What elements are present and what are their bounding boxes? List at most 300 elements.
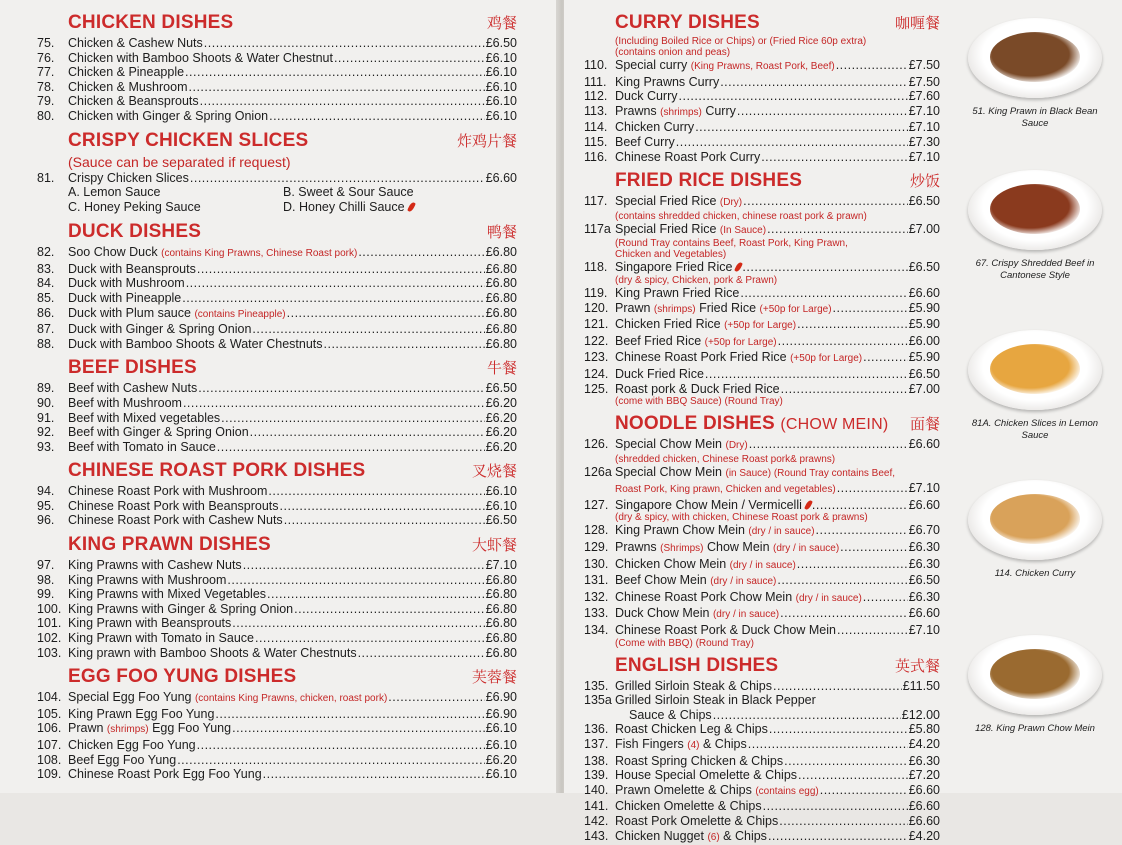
item-number: 82. bbox=[37, 245, 55, 260]
item-number: 141. bbox=[584, 799, 609, 814]
item-name bbox=[68, 573, 226, 588]
item-number: 139. bbox=[584, 768, 609, 783]
sauce-option bbox=[283, 200, 483, 215]
section-chinese-title: 英式餐 bbox=[894, 656, 940, 675]
item-name-text: Beef with Mushroom bbox=[68, 395, 182, 410]
item-number: 103. bbox=[37, 645, 62, 660]
item-name-text: King Prawn Fried Rice bbox=[615, 285, 740, 300]
item-name bbox=[68, 36, 203, 51]
item-remark: (+50p for Large) bbox=[790, 353, 863, 365]
plate-image bbox=[968, 480, 1102, 560]
item-name bbox=[615, 350, 862, 367]
menu-item bbox=[584, 737, 940, 754]
item-name bbox=[615, 590, 862, 607]
item-remark: (dry / in sauce) bbox=[729, 559, 796, 571]
item-name-text: Chicken & Mushroom bbox=[68, 79, 188, 94]
menu-item bbox=[37, 513, 517, 528]
menu-item bbox=[584, 557, 940, 574]
leader-dots bbox=[198, 381, 484, 396]
item-name bbox=[615, 120, 694, 135]
menu-item bbox=[584, 606, 940, 623]
item-name-text: Duck with Ginger & Spring Onion bbox=[68, 322, 252, 337]
leader-dots bbox=[777, 573, 907, 588]
item-name-text: King prawn with Bamboo Shoots & Water Chestnuts bbox=[68, 645, 357, 660]
leader-dots bbox=[190, 171, 485, 186]
item-number: 118. bbox=[584, 260, 608, 275]
item-price: £6.50 bbox=[485, 513, 517, 528]
item-name-text: Chicken & Beansprouts bbox=[68, 94, 199, 109]
item-name bbox=[615, 722, 768, 737]
dish-photo bbox=[962, 330, 1122, 442]
leader-dots bbox=[232, 616, 484, 631]
item-name bbox=[68, 51, 333, 66]
item-name bbox=[615, 301, 832, 318]
section-header bbox=[68, 357, 517, 381]
item-number: 92. bbox=[37, 425, 55, 440]
item-name-text: Duck with Mushroom bbox=[68, 276, 185, 291]
item-price: £12.00 bbox=[901, 707, 940, 722]
item-name-text: Beef Chow Mein bbox=[615, 573, 707, 588]
item-name-text: Fish Fingers bbox=[615, 737, 684, 751]
item-price: £6.50 bbox=[485, 381, 517, 396]
item-price: £6.10 bbox=[485, 108, 517, 123]
menu-item bbox=[584, 754, 940, 769]
item-name-text: Duck with Plum sauce bbox=[68, 305, 191, 320]
menu-item bbox=[584, 334, 940, 351]
item-name-text: Beef with Mixed vegetables bbox=[68, 410, 221, 425]
item-name bbox=[68, 631, 254, 646]
leader-dots bbox=[816, 523, 908, 538]
item-price: £7.00 bbox=[908, 381, 940, 396]
menu-item bbox=[584, 135, 940, 150]
item-number: 131. bbox=[584, 573, 609, 588]
item-price: £6.60 bbox=[908, 285, 940, 300]
menu-item bbox=[584, 222, 940, 239]
menu-item bbox=[37, 631, 517, 646]
item-price: £6.90 bbox=[485, 706, 517, 721]
item-name-text: Chicken & Cashew Nuts bbox=[68, 36, 203, 50]
item-name bbox=[68, 738, 196, 753]
dish-photo bbox=[962, 170, 1122, 282]
item-price: £11.50 bbox=[902, 678, 940, 693]
item-name-text: Duck with Beansprouts bbox=[68, 261, 196, 276]
photo-caption: 67. Crispy Shredded Beef in Cantonese Style bbox=[975, 258, 1095, 281]
item-remark: Roast Pork, King prawn, Chicken and vegetables) bbox=[615, 484, 836, 496]
item-price: £6.50 bbox=[908, 573, 940, 588]
leader-dots bbox=[250, 425, 485, 440]
leader-dots bbox=[215, 707, 484, 722]
item-name bbox=[615, 104, 736, 121]
chili-icon bbox=[407, 202, 416, 213]
food-image bbox=[990, 344, 1080, 394]
leader-dots bbox=[742, 260, 907, 275]
item-remark: (+50p for Large) bbox=[759, 303, 832, 315]
item-number: 94. bbox=[37, 484, 55, 499]
item-name bbox=[68, 306, 286, 323]
item-name-text: Beef Fried Rice bbox=[615, 333, 702, 348]
item-number: 120. bbox=[584, 300, 609, 315]
plate-image bbox=[968, 330, 1102, 410]
item-name-text: Chicken Egg Foo Yung bbox=[68, 738, 196, 752]
item-name-text: Special Fried Rice bbox=[615, 194, 717, 209]
item-price: £7.10 bbox=[908, 481, 940, 496]
item-price: £6.80 bbox=[485, 572, 517, 587]
menu-item bbox=[37, 616, 517, 631]
item-description: (come with BBQ Sauce) (Round Tray) bbox=[615, 396, 783, 408]
item-name bbox=[68, 707, 214, 722]
item-name bbox=[615, 783, 819, 800]
menu-item bbox=[584, 75, 940, 90]
section-header bbox=[615, 413, 940, 437]
item-remark: (dry / in sauce) bbox=[795, 592, 862, 604]
leader-dots bbox=[763, 799, 908, 814]
item-number: 83. bbox=[37, 261, 55, 276]
section-note: (Including Boiled Rice or Chips) or (Fried Rice 60p extra) bbox=[615, 36, 867, 47]
item-price: £6.10 bbox=[485, 721, 517, 736]
sauce-option bbox=[68, 200, 283, 215]
item-name bbox=[615, 75, 719, 90]
item-name-text: Fried Rice bbox=[699, 300, 757, 315]
item-name bbox=[68, 109, 268, 124]
leader-dots bbox=[267, 587, 485, 602]
item-number: 124. bbox=[584, 366, 609, 381]
leader-dots bbox=[388, 690, 484, 705]
item-price: £6.00 bbox=[908, 333, 940, 348]
item-name bbox=[68, 767, 262, 782]
section-header bbox=[68, 666, 517, 690]
leader-dots bbox=[798, 768, 908, 783]
photo-caption: 128. King Prawn Chow Mein bbox=[975, 723, 1095, 734]
item-price: £6.10 bbox=[485, 498, 517, 513]
item-name-text: Chicken Nugget bbox=[615, 828, 704, 843]
item-remark: (dry / in sauce) bbox=[748, 526, 815, 538]
menu-section bbox=[584, 655, 940, 845]
item-name-text: King Prawn with Beansprouts bbox=[68, 616, 232, 631]
item-remark: (King Prawns, Roast Pork, Beef) bbox=[690, 61, 835, 72]
item-name-text: Chinese Roast Pork Chow Mein bbox=[615, 589, 793, 604]
leader-dots bbox=[761, 150, 908, 165]
item-name bbox=[68, 499, 279, 514]
menu-item bbox=[37, 499, 517, 514]
section-title-text: FRIED RICE DISHES bbox=[615, 170, 803, 192]
item-number: 100. bbox=[37, 601, 62, 616]
item-number: 88. bbox=[37, 336, 55, 351]
item-number: 133. bbox=[584, 606, 609, 621]
leader-dots bbox=[676, 135, 908, 150]
section-chinese-title: 面餐 bbox=[909, 415, 940, 434]
item-name-text: Roast Spring Chicken & Chips bbox=[615, 753, 784, 768]
menu-item bbox=[37, 767, 517, 782]
item-name bbox=[615, 606, 779, 623]
menu-item bbox=[584, 150, 940, 165]
section-chinese-title: 鸡餐 bbox=[486, 14, 517, 32]
item-price: £6.20 bbox=[485, 752, 517, 767]
item-name bbox=[615, 573, 776, 590]
menu-item bbox=[584, 120, 940, 135]
item-price: £6.60 bbox=[908, 606, 940, 621]
item-name bbox=[615, 437, 748, 454]
item-number: 115. bbox=[584, 134, 608, 149]
item-price: £6.80 bbox=[485, 645, 517, 660]
item-name-text: Roast pork & Duck Fried Rice bbox=[615, 381, 780, 396]
leader-dots bbox=[778, 334, 908, 349]
item-remark: (dry / in sauce) bbox=[710, 576, 777, 588]
menu-item bbox=[584, 799, 940, 814]
leader-dots bbox=[204, 36, 485, 51]
item-name bbox=[615, 135, 675, 150]
item-number: 116. bbox=[584, 149, 608, 164]
item-description: (shredded chicken, Chinese Roast pork& prawns) bbox=[615, 453, 836, 465]
item-name-text: Special curry bbox=[615, 58, 688, 72]
leader-dots bbox=[268, 484, 484, 499]
sauce-option bbox=[283, 185, 483, 200]
item-name-text: King Prawn Egg Foo Yung bbox=[68, 706, 215, 721]
item-price: £6.10 bbox=[485, 79, 517, 94]
leader-dots bbox=[749, 437, 908, 452]
item-name-text: Roast Chicken Leg & Chips bbox=[615, 722, 768, 737]
food-image bbox=[990, 649, 1080, 699]
item-name bbox=[68, 337, 323, 352]
item-price: £5.80 bbox=[908, 722, 940, 737]
item-name bbox=[68, 291, 181, 306]
item-name bbox=[615, 737, 747, 754]
menu-item bbox=[584, 317, 940, 334]
item-price: £6.60 bbox=[485, 170, 517, 185]
section-title bbox=[68, 130, 308, 152]
item-price: £6.80 bbox=[485, 276, 517, 291]
item-number: 84. bbox=[37, 276, 55, 291]
item-name bbox=[68, 171, 189, 186]
item-number: 93. bbox=[37, 439, 55, 454]
menu-section bbox=[37, 534, 517, 660]
section-title-text: BEEF DISHES bbox=[68, 357, 197, 379]
item-remark: (in Sauce) (Round Tray contains Beef, bbox=[725, 467, 896, 479]
section-title bbox=[68, 221, 201, 243]
item-name bbox=[615, 523, 815, 540]
item-name-text: King Prawns with Mushroom bbox=[68, 572, 227, 587]
leader-dots bbox=[837, 481, 908, 496]
menu-item bbox=[584, 260, 940, 275]
leader-dots bbox=[784, 754, 908, 769]
item-name-text: Duck Chow Mein bbox=[615, 606, 710, 621]
item-name bbox=[615, 286, 739, 301]
item-name-text: House Special Omelette & Chips bbox=[615, 768, 798, 783]
item-remark: (dry / in sauce) bbox=[773, 543, 840, 555]
leader-dots bbox=[768, 829, 908, 844]
menu-section bbox=[37, 12, 517, 124]
leader-dots bbox=[358, 245, 484, 260]
item-number: 129. bbox=[584, 540, 609, 555]
item-price: £6.80 bbox=[485, 245, 517, 260]
menu-section bbox=[37, 130, 517, 216]
item-number: 122. bbox=[584, 333, 609, 348]
food-image bbox=[990, 32, 1080, 82]
item-price: £7.50 bbox=[908, 58, 940, 72]
menu-item bbox=[37, 484, 517, 499]
item-number: 80. bbox=[37, 108, 55, 123]
item-name bbox=[68, 411, 220, 426]
item-number: 98. bbox=[37, 572, 55, 587]
menu-item bbox=[37, 425, 517, 440]
item-price: £6.10 bbox=[485, 94, 517, 109]
menu-item bbox=[37, 171, 517, 186]
item-name bbox=[68, 322, 251, 337]
leader-dots bbox=[221, 411, 485, 426]
item-number: 136. bbox=[584, 722, 609, 737]
dish-photo bbox=[962, 480, 1122, 580]
leader-dots bbox=[185, 65, 485, 80]
item-name bbox=[615, 58, 835, 75]
item-name bbox=[615, 498, 811, 513]
item-price: £6.30 bbox=[908, 589, 940, 604]
menu-item bbox=[584, 194, 940, 211]
item-name-text: King Prawns with Mixed Vegetables bbox=[68, 587, 267, 602]
item-number: 126a bbox=[584, 464, 612, 479]
item-price: £7.10 bbox=[908, 103, 940, 118]
item-name bbox=[615, 465, 895, 482]
item-number: 76. bbox=[37, 50, 55, 65]
leader-dots bbox=[294, 602, 485, 617]
item-name-text: Duck Curry bbox=[615, 89, 678, 104]
menu-item bbox=[584, 498, 940, 513]
item-name-text: Beef Curry bbox=[615, 134, 675, 149]
item-name bbox=[615, 194, 742, 211]
plate-image bbox=[968, 635, 1102, 715]
item-price: £6.50 bbox=[908, 366, 940, 381]
section-header bbox=[68, 221, 517, 245]
item-price: £6.80 bbox=[485, 587, 517, 602]
item-name bbox=[615, 623, 836, 638]
item-remark: (+50p for Large) bbox=[704, 336, 777, 348]
leader-dots bbox=[243, 558, 485, 573]
menu-item bbox=[37, 558, 517, 573]
item-name bbox=[615, 708, 712, 723]
leader-dots bbox=[183, 396, 485, 411]
item-number: 117a bbox=[584, 221, 611, 236]
menu-item bbox=[584, 679, 940, 694]
leader-dots bbox=[769, 722, 908, 737]
item-name bbox=[615, 150, 760, 165]
item-price: £6.60 bbox=[908, 782, 940, 797]
menu-item bbox=[584, 350, 940, 367]
item-name-text: Chicken with Ginger & Spring Onion bbox=[68, 108, 269, 123]
item-number: 143. bbox=[584, 828, 609, 843]
item-price: £6.10 bbox=[485, 767, 517, 782]
item-remark: (6) bbox=[707, 831, 720, 843]
section-chinese-title: 鸭餐 bbox=[486, 223, 517, 242]
item-price: £6.80 bbox=[485, 336, 517, 351]
item-name bbox=[68, 245, 357, 262]
leader-dots bbox=[679, 89, 908, 104]
leader-dots bbox=[773, 679, 902, 694]
item-name-text: King Prawns Curry bbox=[615, 74, 720, 89]
section-chinese-title: 叉烧餐 bbox=[471, 462, 517, 481]
menu-item bbox=[37, 245, 517, 262]
item-price: £6.70 bbox=[908, 523, 940, 538]
section-title-text: CHINESE ROAST PORK DISHES bbox=[68, 460, 366, 482]
menu-item bbox=[584, 465, 940, 482]
menu-item bbox=[584, 573, 940, 590]
menu-item bbox=[584, 104, 940, 121]
menu-item bbox=[584, 829, 940, 845]
leader-dots bbox=[197, 738, 485, 753]
menu-item bbox=[37, 65, 517, 80]
item-price: £6.80 bbox=[485, 601, 517, 616]
plate-image bbox=[968, 170, 1102, 250]
menu-item bbox=[37, 94, 517, 109]
item-name bbox=[68, 558, 242, 573]
menu-item bbox=[37, 276, 517, 291]
item-name bbox=[615, 814, 778, 829]
item-price: £7.10 bbox=[908, 120, 940, 135]
section-chinese-title: 炒饭 bbox=[909, 172, 940, 191]
item-price: £5.90 bbox=[908, 300, 940, 315]
item-description: (Come with BBQ) (Round Tray) bbox=[615, 637, 754, 649]
menu-item bbox=[584, 286, 940, 301]
photo-caption: 114. Chicken Curry bbox=[994, 568, 1076, 579]
leader-dots bbox=[812, 498, 908, 513]
menu-section bbox=[37, 221, 517, 351]
item-name bbox=[615, 799, 762, 814]
item-price: £6.60 bbox=[908, 437, 940, 452]
leader-dots bbox=[287, 306, 485, 321]
food-image bbox=[990, 494, 1080, 544]
section-title bbox=[68, 357, 197, 379]
menu-item bbox=[584, 89, 940, 104]
menu-item bbox=[37, 573, 517, 588]
menu-item bbox=[37, 602, 517, 617]
item-number: 117. bbox=[584, 194, 608, 209]
item-price: £6.20 bbox=[485, 439, 517, 454]
leader-dots bbox=[713, 708, 901, 723]
item-price: £6.80 bbox=[485, 631, 517, 646]
item-name-text: Chinese Roast Pork with Cashew Nuts bbox=[68, 513, 283, 528]
leader-dots bbox=[324, 337, 485, 352]
leader-dots bbox=[840, 540, 908, 555]
item-number: 78. bbox=[37, 79, 55, 94]
leader-dots bbox=[186, 276, 485, 291]
item-price: £7.50 bbox=[908, 74, 940, 89]
leader-dots bbox=[280, 499, 485, 514]
item-name-text: Special Chow Mein bbox=[615, 437, 722, 452]
item-name bbox=[68, 721, 231, 738]
item-number: 110. bbox=[584, 58, 608, 72]
menu-item bbox=[584, 301, 940, 318]
item-number: 104. bbox=[37, 690, 62, 705]
item-price: £6.30 bbox=[908, 540, 940, 555]
item-name-text: Chinese Roast Pork Egg Foo Yung bbox=[68, 767, 262, 782]
menu-item bbox=[584, 382, 940, 397]
item-price: £6.50 bbox=[908, 260, 940, 275]
item-name bbox=[68, 646, 357, 661]
item-price: £7.20 bbox=[908, 768, 940, 783]
photo-caption: 51. King Prawn in Black Bean Sauce bbox=[972, 106, 1098, 129]
item-name bbox=[68, 753, 176, 768]
item-price: £6.10 bbox=[485, 65, 517, 80]
section-header bbox=[68, 130, 517, 154]
item-name-text: King Prawns with Ginger & Spring Onion bbox=[68, 601, 294, 616]
menu-item bbox=[37, 753, 517, 768]
leader-dots bbox=[863, 590, 908, 605]
leader-dots bbox=[748, 737, 908, 752]
section-title-text: DUCK DISHES bbox=[68, 221, 202, 243]
item-name-text: Chicken Chow Mein bbox=[615, 556, 727, 571]
item-price: £7.30 bbox=[908, 134, 940, 149]
item-price: £6.60 bbox=[908, 497, 940, 512]
item-number: 123. bbox=[584, 350, 609, 365]
item-name-text: Prawns bbox=[615, 540, 657, 555]
item-description: (dry & spicy, Chicken, pork & Prawn) bbox=[615, 274, 778, 286]
